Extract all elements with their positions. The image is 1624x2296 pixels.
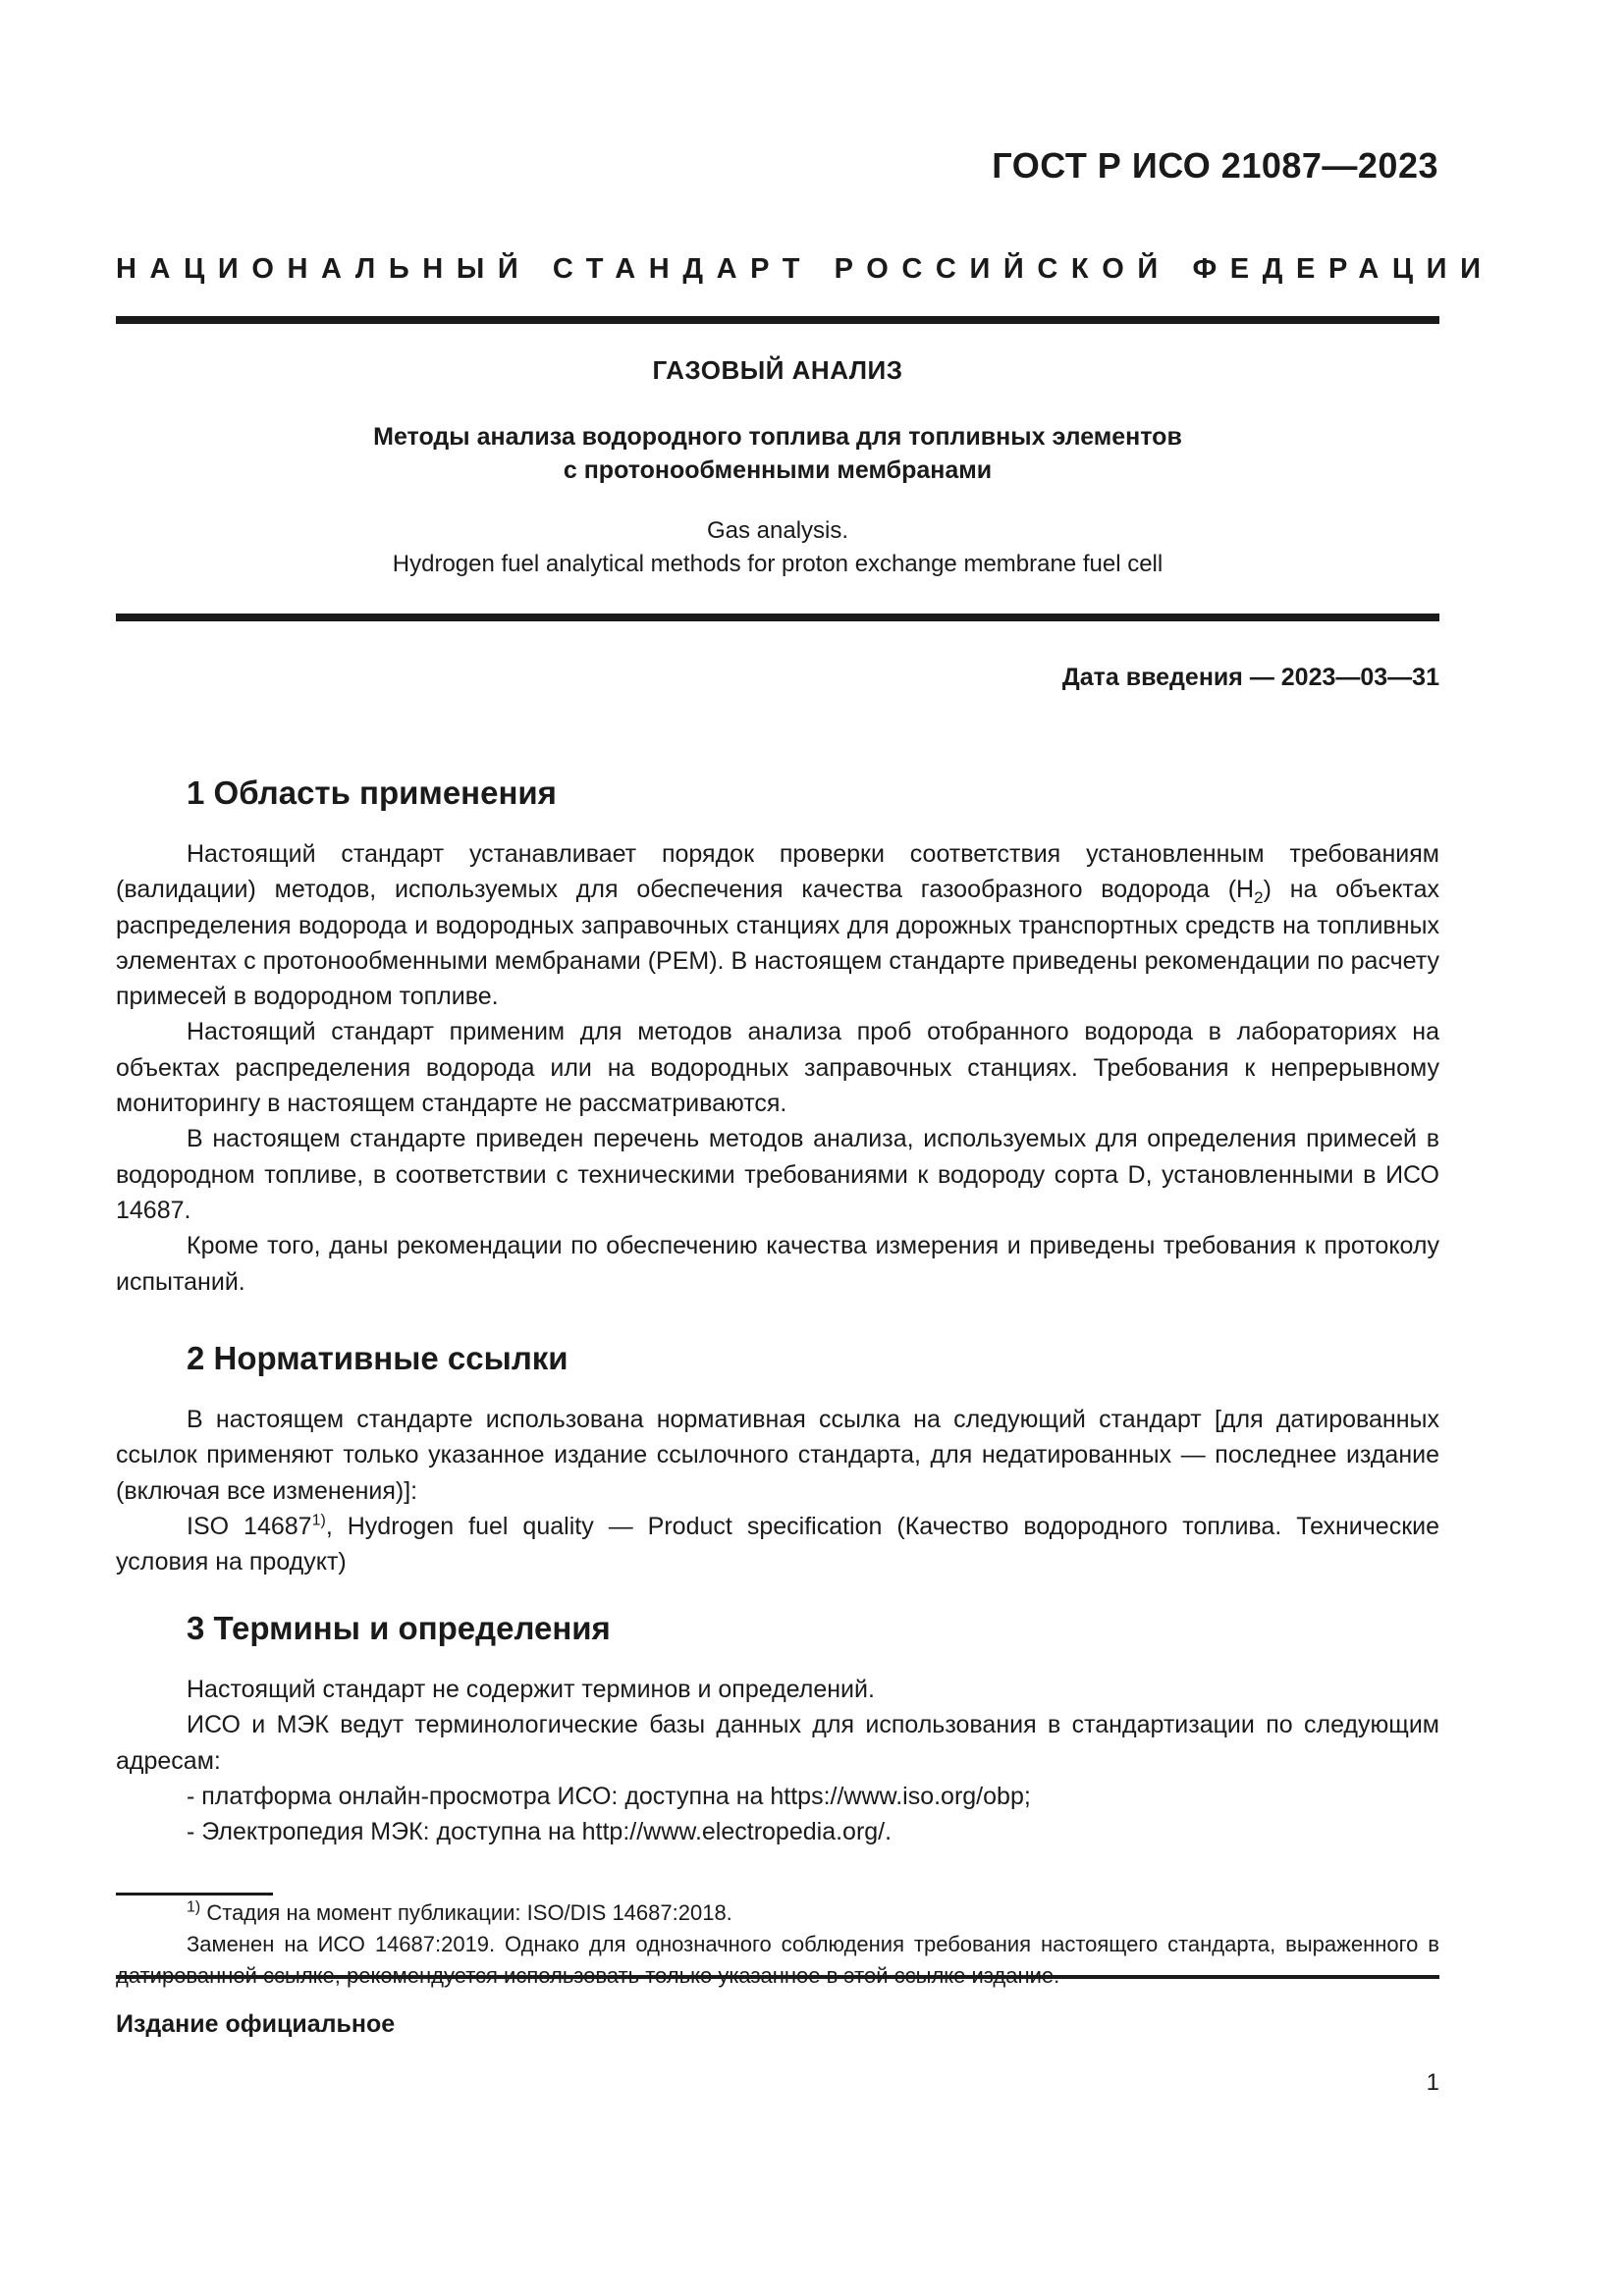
list-item: - Электропедия МЭК: доступна на http://www.electropedia.org/. (187, 1818, 893, 1846)
section-1-body (116, 836, 1439, 1300)
section-1-heading: 1 Область применения (187, 774, 557, 811)
footnote-marker: 1) (311, 1512, 326, 1529)
english-title-line-1: Gas analysis. (706, 517, 849, 544)
section-3-body (116, 1672, 1439, 1849)
list-item: - платформа онлайн-просмотра ИСО: доступна на https://www.iso.org/obp; (187, 1782, 1031, 1810)
section-1-paragraph: В настоящем стандарте приведен перечень методов анализа, используемых для определения примесей в водородном топливе, в соответствии с техническими требованиями к водороду сорта D, установленными в ИСО 14687. (116, 1125, 1439, 1224)
top-divider (116, 316, 1439, 324)
english-title-line-2: Hydrogen fuel analytical methods for proton exchange membrane fuel cell (392, 551, 1164, 577)
national-standard-banner: НАЦИОНАЛЬНЫЙ СТАНДАРТ РОССИЙСКОЙ ФЕДЕРАЦИИ (116, 253, 1494, 285)
english-title (116, 514, 1439, 581)
section-3-paragraph: ИСО и МЭК ведут терминологические базы данных для использования в стандартизации по следующим адресам: (116, 1711, 1439, 1775)
section-3-paragraph: Настоящий стандарт не содержит терминов и определений. (187, 1676, 875, 1703)
title-divider (116, 614, 1439, 621)
footnote-marker: 1) (187, 1898, 201, 1916)
subtitle-line-1: Методы анализа водородного топлива для топливных элементов (373, 423, 1182, 451)
section-2-heading: 2 Нормативные ссылки (187, 1340, 568, 1376)
section-1-paragraph: Кроме того, даны рекомендации по обеспечению качества измерения и приведены требования к протоколу испытаний. (116, 1232, 1439, 1296)
document-subtitle (116, 420, 1439, 487)
section-1-paragraph: Настоящий стандарт применим для методов анализа проб отобранного водорода в лабораториях на объектах распределения водорода или на водородных заправочных станциях. Требования к непрерывному мониторингу в настоящем стандарте не рассматриваются. (116, 1018, 1439, 1118)
official-edition-label: Издание официальное (116, 2010, 396, 2038)
section-2-paragraph: В настоящем стандарте использована нормативная ссылка на следующий стандарт [для датированных ссылок применяют только указанное издание ссылочного стандарта, для недатированных — последнее издание (включая все изменения)]: (116, 1406, 1439, 1505)
section-2-body (116, 1402, 1439, 1579)
footnote-line: $^{1)}$ Стадия на момент публикации: ISO/DIS 14687:2018. (187, 1898, 732, 1925)
footnote-line: Заменен на ИСО 14687:2019. Однако для однозначного соблюдения требования настоящего стандарта, выраженного в (187, 1932, 1439, 1956)
document-code: ГОСТ Р ИСО 21087—2023 (992, 145, 1438, 186)
subtitle-line-2: с протонообменными мембранами (563, 456, 993, 484)
footnote-separator (116, 1893, 273, 1896)
footer-divider (116, 1975, 1439, 1979)
section-3-heading: 3 Термины и определения (187, 1610, 611, 1646)
page-number: 1 (1426, 2069, 1439, 2096)
normative-reference: ISO 14687$^{1)}$, Hydrogen fuel quality — Product specification (Качество водородного топлива. Технические условия на продукт) (116, 1512, 1440, 1576)
introduction-date: Дата введения — 2023—03—31 (1061, 664, 1439, 691)
section-1-paragraph: Настоящий стандарт устанавливает порядок проверки соответствия установленным требованиям (валидации) методов, используемых для обеспечения качества газообразного водорода $(H_2)$ на объектах распределения водорода и водородных заправочных станциях для дорожных транспортных средств на топливных элементах с протонообменными мембранами (PEM). В настоящем стандарте приведены рекомендации по расчету примесей в водородном топливе. (116, 840, 1440, 1011)
document-title: ГАЗОВЫЙ АНАЛИЗ (652, 355, 903, 385)
